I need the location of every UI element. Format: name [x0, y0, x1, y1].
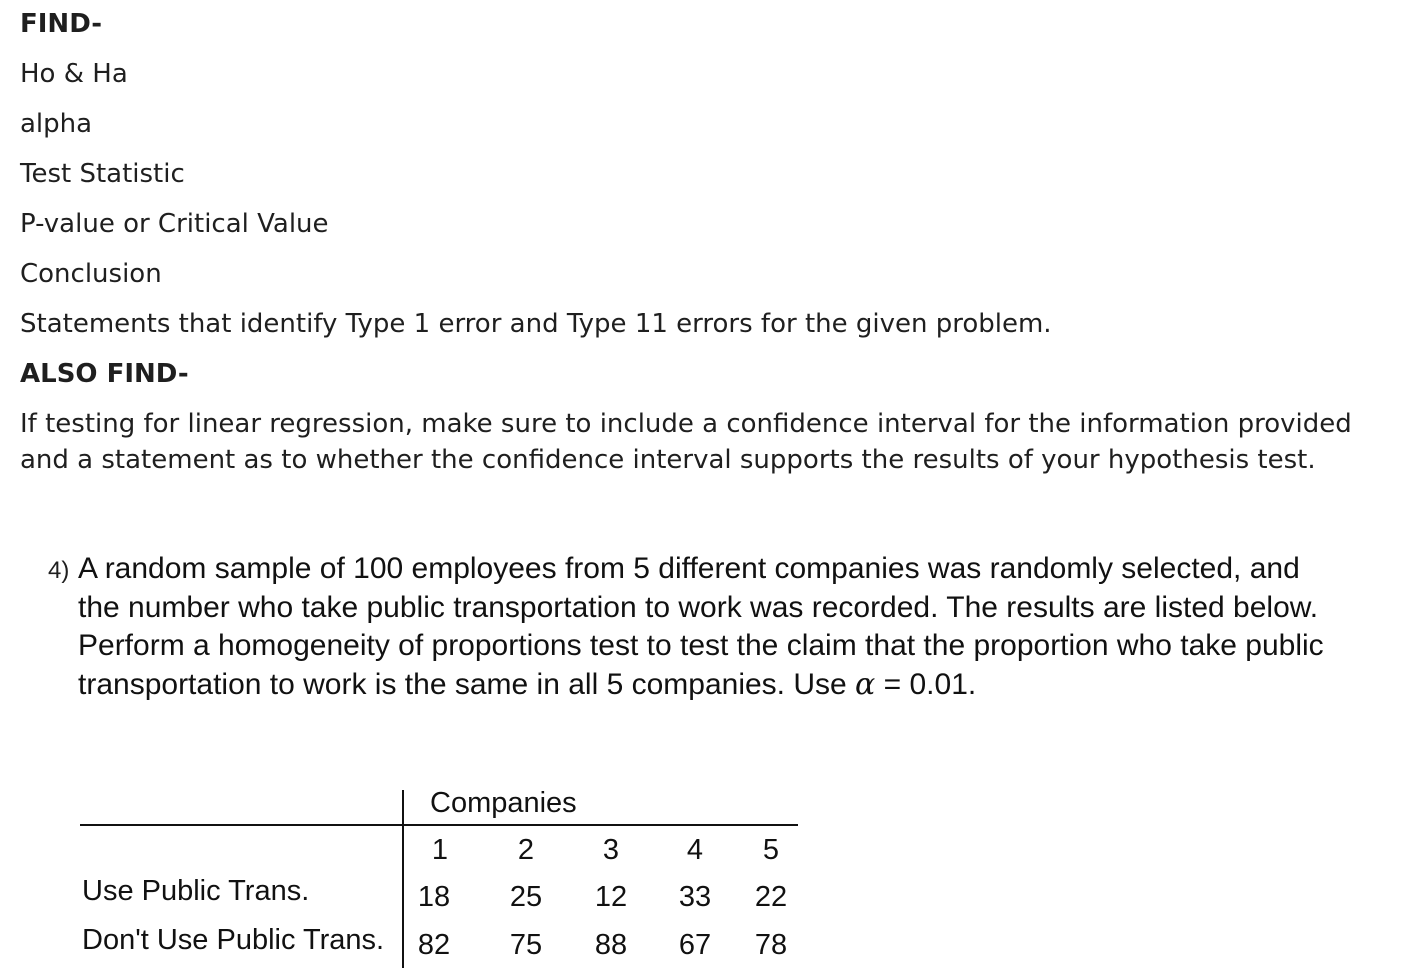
table-cell: 78 [754, 929, 788, 961]
find-item-p-value: P-value or Critical Value [20, 209, 329, 239]
table-cell: 75 [509, 929, 543, 961]
table-cell: 25 [509, 881, 543, 913]
table-cell: 88 [594, 929, 628, 961]
also-find-heading: ALSO FIND- [20, 359, 189, 389]
row-label: Use Public Trans. [82, 875, 310, 907]
table-cell: 22 [754, 881, 788, 913]
column-header: 5 [762, 834, 780, 866]
find-item-alpha: alpha [20, 109, 93, 139]
row-label: Don't Use Public Trans. [82, 924, 385, 956]
column-header: 1 [431, 834, 449, 866]
find-item-hypotheses: Ho & Ha [20, 59, 128, 89]
problem-number: 4) [48, 557, 70, 584]
problem-text-main: A random sample of 100 employees from 5 different companies was randomly selected, and the number who take public transportation to work was recorded. The results are listed below. Perform a homogeneity of proportions test to test the claim that the proportion who take public transportation to work is the same in all 5 companies. Use [78, 552, 1324, 701]
find-item-test-statistic: Test Statistic [20, 159, 185, 189]
problem-text-alpha-value: = 0.01. [875, 667, 977, 701]
find-item-conclusion: Conclusion [20, 259, 162, 289]
problem-text [78, 550, 1328, 704]
table-cell: 67 [678, 929, 712, 961]
table-cell: 12 [594, 881, 628, 913]
find-item-error-statements: Statements that identify Type 1 error and Type 11 errors for the given problem. [20, 309, 1052, 339]
table-cell: 82 [417, 929, 451, 961]
table-group-header: Companies [430, 787, 577, 819]
table-cell: 33 [678, 881, 712, 913]
column-header: 4 [686, 834, 704, 866]
table-horizontal-rule [80, 824, 798, 826]
table-cell: 18 [417, 881, 451, 913]
alpha-symbol: α [855, 666, 876, 702]
also-find-text: If testing for linear regression, make sure to include a confidence interval for the information provided and a statement as to whether the confidence interval supports the results of your hypothesis test. [20, 409, 1352, 475]
column-header: 3 [602, 834, 620, 866]
find-heading: FIND- [20, 9, 103, 39]
column-header: 2 [517, 834, 535, 866]
